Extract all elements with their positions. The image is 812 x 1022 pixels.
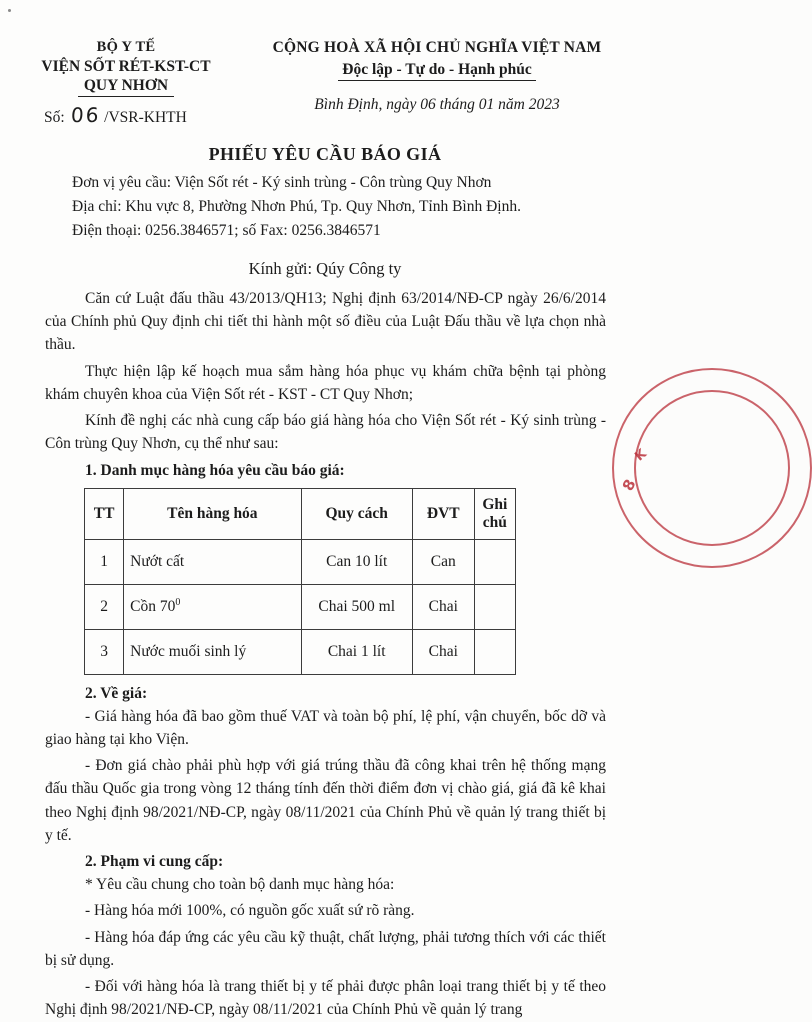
cell-note [474,584,515,629]
price-item: - Đơn giá chào phải phù hợp với giá trúng thầu đã công khai trên hệ thống mạng đấu thầu Quốc gia trong vòng 12 tháng tính đến thời điểm đơn vị chào giá, giá đã kê khai theo Nghị định 98/2021/NĐ-CP, ngày 08/11/2021 của Chính Phủ về quản lý trang thiết bị y tế. [45,757,606,844]
issuing-agency-block [0,38,252,129]
institute-name: VIỆN SỐT RÉT-KST-CT [41,57,211,75]
section-3-heading: 2. Phạm vi cung cấp: [85,853,224,871]
red-stamp-text-fragment: 8 [618,476,640,494]
scope-item: - Hàng hóa mới 100%, có nguồn gốc xuất sứ rõ ràng. [85,902,415,920]
intro-paragraphs [45,287,606,456]
country-title: CỘNG HOÀ XÃ HỘI CHỦ NGHĨA VIỆT NAM [272,39,602,56]
national-motto-block [252,38,650,129]
cell-unit: Chai [412,629,474,674]
col-header-tt: TT [85,488,124,539]
table-header-row [85,488,516,539]
section-2-heading: 2. Về giá: [85,684,148,702]
document-number-suffix: /VSR-KHTH [104,109,187,127]
section-1-heading: 1. Danh mục hàng hóa yêu cầu báo giá: [85,461,345,479]
red-stamp-text-fragment: K [632,446,650,465]
cell-name: Nước muối sinh lý [124,629,301,674]
institute-city: QUY NHƠN [0,76,252,96]
cell-spec: Chai 1 lít [301,629,412,674]
cell-name: Cồn $70^0$ [124,584,301,629]
col-header-spec: Quy cách [301,488,412,539]
price-item: - Giá hàng hóa đã bao gồm thuế VAT và toàn bộ phí, lệ phí, vận chuyển, bốc dỡ và giao hàng tại kho Viện. [45,707,606,748]
col-header-name: Tên hàng hóa [124,488,301,539]
red-stamp-inner-ring [634,390,790,546]
scope-item: - Đối với hàng hóa là trang thiết bị y tế phải được phân loại trang thiết bị y tế theo Nghị định 98/2021/NĐ-CP, ngày 08/11/2021 của Chính Phủ về quản lý trang [45,978,606,1019]
cell-note [474,539,515,584]
paragraph-legal-basis: Căn cứ Luật đấu thầu 43/2013/QH13; Nghị định 63/2014/NĐ-CP ngày 26/6/2014 của Chính phủ Quy định chi tiết thi hành một số điều của Luật Đấu thầu về lựa chọn nhà thầu. [45,289,606,354]
requester-info [72,171,610,243]
cell-tt: 2 [85,584,124,629]
col-header-unit: ĐVT [412,488,474,539]
page-title: PHIẾU YÊU CẦU BÁO GIÁ [208,143,442,164]
cell-unit: Can [412,539,474,584]
cell-tt: 1 [85,539,124,584]
place-date-line: Bình Định, ngày 06 tháng 01 năm 2023 [314,96,560,114]
table-row [85,629,516,674]
table-row [85,584,516,629]
goods-table [84,488,516,675]
col-header-note: Ghi chú [474,488,515,539]
salutation: Kính gửi: Qúy Công ty [248,258,402,278]
document-number [0,103,252,129]
document-number-value: 06 [70,103,101,128]
requesting-unit-line: Đơn vị yêu cầu: Viện Sốt rét - Ký sinh trùng - Côn trùng Quy Nhơn [72,173,492,191]
document-number-label: Số: [44,109,65,127]
scope-item: * Yêu cầu chung cho toàn bộ danh mục hàng hóa: [85,876,395,894]
national-motto: Độc lập - Tự do - Hạnh phúc [252,60,622,80]
ministry-name: BỘ Y TẾ [96,39,156,55]
paragraph-purpose: Thực hiện lập kế hoạch mua sắm hàng hóa phục vụ khám chữa bệnh tại phòng khám chuyên khoa của Viện Sốt rét - KST - CT Quy Nhơn; [45,362,606,403]
cell-unit: Chai [412,584,474,629]
scope-item: - Hàng hóa đáp ứng các yêu cầu kỹ thuật, chất lượng, phải tương thích với các thiết bị sử dụng. [45,928,606,969]
document-header [0,0,650,129]
phone-fax-line: Điện thoại: 0256.3846571; số Fax: 0256.3846571 [72,221,381,239]
table-row [85,539,516,584]
cell-spec: Can 10 lít [301,539,412,584]
cell-name: Nướt cất [124,539,301,584]
cell-note [474,629,515,674]
scan-speck [8,9,11,12]
cell-spec: Chai 500 ml [301,584,412,629]
cell-tt: 3 [85,629,124,674]
paragraph-request: Kính đề nghị các nhà cung cấp báo giá hàng hóa cho Viện Sốt rét - Ký sinh trùng - Côn trùng Quy Nhơn, cụ thể như sau: [45,412,606,453]
address-line: Địa chỉ: Khu vực 8, Phường Nhơn Phú, Tp. Quy Nhơn, Tỉnh Bình Định. [72,197,521,215]
